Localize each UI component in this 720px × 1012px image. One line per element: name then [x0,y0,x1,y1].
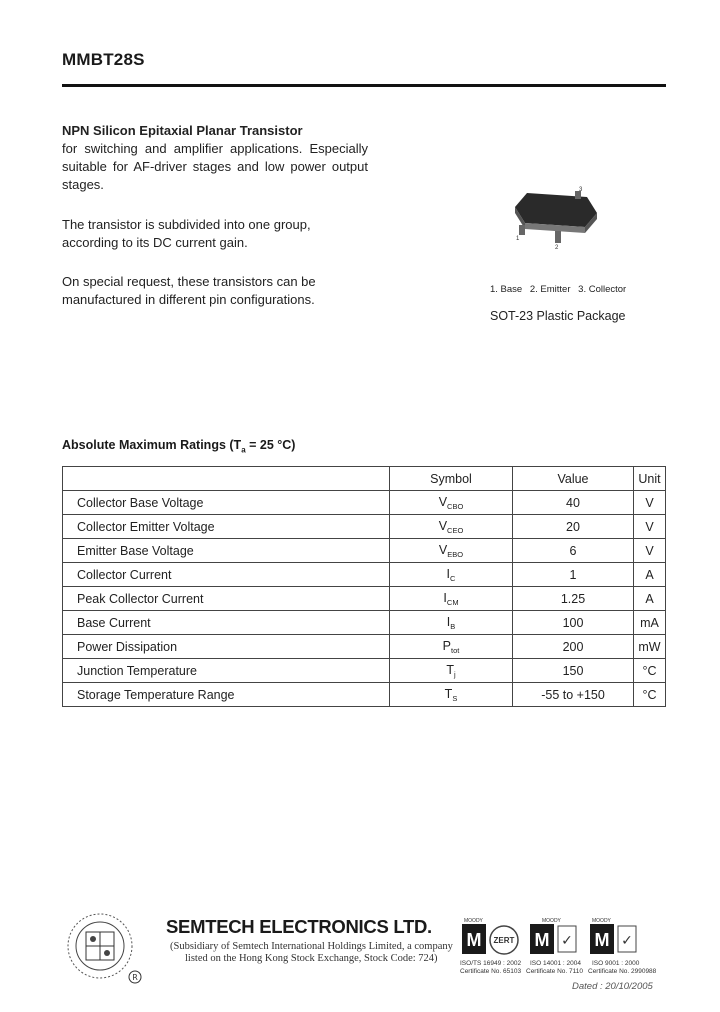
header-value: Value [513,467,634,491]
symbol-main: T [446,662,454,677]
symbol-cell [390,635,513,659]
symbol-subscript: tot [451,645,460,655]
cert-2-number: Certificate No. 7110 [526,968,583,975]
symbol-subscript: CEO [447,525,464,535]
parameter-cell: Collector Current [63,563,390,587]
table-header-row [63,467,666,491]
table-row [63,611,666,635]
table-row [63,491,666,515]
table-row [63,683,666,707]
table-row [63,539,666,563]
sot23-package-drawing [505,185,605,250]
table-row [63,563,666,587]
ratings-title-prefix: Absolute Maximum Ratings (T [62,438,242,452]
pin-legend [490,284,631,295]
unit-cell: °C [634,659,666,683]
parameter-cell: Collector Base Voltage [63,491,390,515]
symbol-main: V [438,542,448,557]
header-divider [62,84,666,87]
value-cell: 200 [513,635,634,659]
parameter-cell: Storage Temperature Range [63,683,390,707]
cert-iso14001-logo [526,915,588,965]
pin-legend-base: 1. Base [490,284,523,295]
table-row [63,635,666,659]
cert-2-badge: ✓ [561,932,573,948]
symbol-subscript: CBO [447,501,464,511]
pin-legend-collector: 3. Collector [578,284,627,295]
company-subsidiary-line2: listed on the Hong Kong Stock Exchange, Stock Code: 724) [185,953,438,964]
value-cell: 20 [513,515,634,539]
product-description: for switching and amplifier applications. Especially suitable for AF-driver stages and low power output stages. [62,141,368,192]
cert-2-brand: MOODY [542,918,561,924]
header-unit: Unit [634,467,666,491]
parameter-cell: Peak Collector Current [63,587,390,611]
symbol-cell [390,563,513,587]
company-name: SEMTECH ELECTRONICS LTD. [166,916,432,937]
package-caption: SOT-23 Plastic Package [490,309,626,323]
value-cell: 100 [513,611,634,635]
special-request-note: On special request, these transistors can be manufactured in different pin configurations. [62,274,316,307]
parameter-cell: Collector Emitter Voltage [63,515,390,539]
unit-cell: V [634,515,666,539]
unit-cell: mA [634,611,666,635]
symbol-subscript: S [452,693,458,703]
parameter-cell: Emitter Base Voltage [63,539,390,563]
cert-1-number: Certificate No. 65103 [460,968,522,975]
value-cell: 6 [513,539,634,563]
value-cell: 1.25 [513,587,634,611]
cert-1-mark: M [466,930,482,950]
unit-cell: A [634,587,666,611]
ratings-title-sub: a [241,445,246,455]
value-cell: -55 to +150 [513,683,634,707]
parameter-cell: Power Dissipation [63,635,390,659]
table-row [63,515,666,539]
cert-2-mark: M [534,930,550,950]
registered-mark-icon [128,970,142,984]
cert-1-standard: ISO/TS 16949 : 2002 [460,960,522,967]
company-subsidiary-line1: (Subsidiary of Semtech International Holdings Limited, a company [170,941,453,952]
value-cell: 1 [513,563,634,587]
parameter-cell: Junction Temperature [63,659,390,683]
cert-iso-ts16949-logo [460,915,522,965]
symbol-cell [390,539,513,563]
symbol-subscript: j [453,669,456,679]
symbol-subscript: B [450,621,456,631]
symbol-cell [390,683,513,707]
symbol-subscript: CM [446,597,459,607]
symbol-main: I [446,614,451,629]
symbol-main: V [438,518,448,533]
symbol-cell [390,491,513,515]
value-cell: 40 [513,491,634,515]
symbol-main: I [443,590,447,605]
table-row [63,659,666,683]
header-parameter [63,467,390,491]
parameter-cell: Base Current [63,611,390,635]
unit-cell: V [634,491,666,515]
pin-2-label: 2 [555,245,559,250]
cert-iso9001-logo [588,915,650,965]
part-number-title: MMBT28S [62,50,145,69]
unit-cell: mW [634,635,666,659]
cert-1-badge: ZERT [493,936,515,945]
symbol-cell [390,515,513,539]
pin-legend-emitter: 2. Emitter [529,284,571,295]
cert-2-standard: ISO 14001 : 2004 [530,960,581,967]
symbol-subscript: C [450,573,456,583]
symbol-main: T [444,686,453,701]
ratings-title-suffix: = 25 °C) [245,438,296,452]
ratings-title [62,438,295,455]
cert-3-standard: ISO 9001 : 2000 [592,960,640,967]
symbol-cell [390,659,513,683]
table-row [63,587,666,611]
subgroup-note: The transistor is subdivided into one group, according to its DC current gain. [62,217,311,250]
symbol-main: V [438,494,448,509]
cert-3-badge: ✓ [621,932,633,948]
semtech-seal-logo [66,912,134,980]
product-title: NPN Silicon Epitaxial Planar Transistor [62,123,303,138]
symbol-cell [390,611,513,635]
cert-3-brand: MOODY [592,918,611,924]
ratings-table [62,466,666,707]
header-symbol: Symbol [390,467,513,491]
symbol-main: P [442,638,451,653]
pin-1-label: 1 [516,236,520,242]
symbol-subscript: EBO [447,549,464,559]
value-cell: 150 [513,659,634,683]
svg-text:R: R [132,973,138,982]
unit-cell: A [634,563,666,587]
cert-3-number: Certificate No. 2990988 [588,968,657,975]
pin-3-label: 3 [579,187,583,193]
symbol-cell [390,587,513,611]
dated-label: Dated : 20/10/2005 [572,981,653,992]
cert-1-brand: MOODY [464,918,483,924]
symbol-main: I [446,566,451,581]
cert-3-mark: M [594,930,610,950]
unit-cell: V [634,539,666,563]
unit-cell: °C [634,683,666,707]
